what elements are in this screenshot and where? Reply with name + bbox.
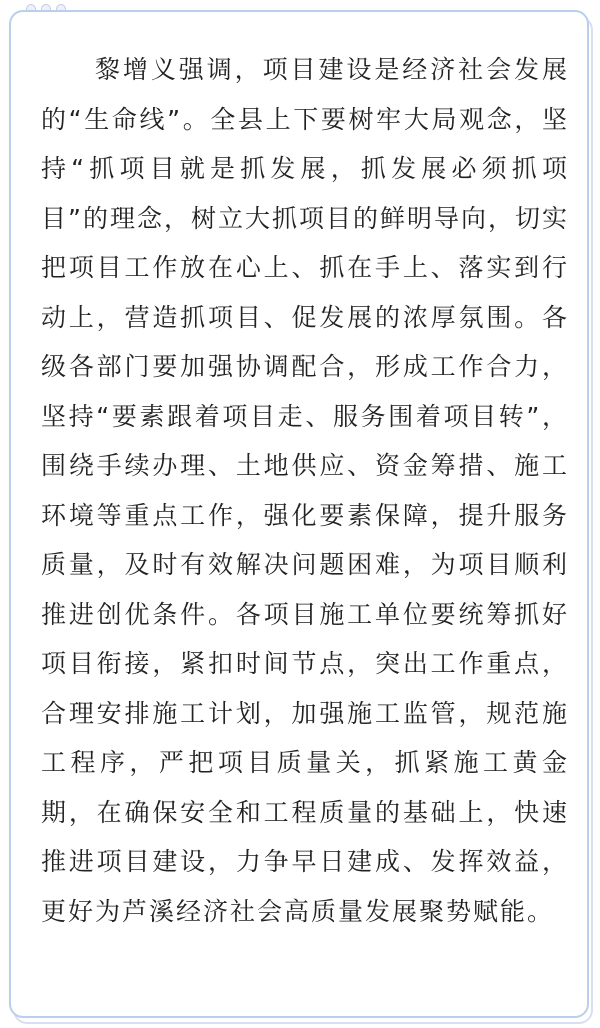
article-paragraph: 黎增义强调，项目建设是经济社会发展的“生命线”。全县上下要树牢大局观念，坚持“抓项目就是抓发展，抓发展必须抓项目”的理念，树立大抓项目的鲜明导向，切实把项目工作放在心上、抓在手上、落实到行动上，营造抓项目、促发展的浓厚氛围。各级各部门要加强协调配合，形成工作合力，坚持“要素跟着项目走、服务围着项目转”，围绕手续办理、土地供应、资金筹措、施工环境等重点工作，强化要素保障，提升服务质量，及时有效解决问题困难，为项目顺利推进创优条件。各项目施工单位要统筹抓好项目衔接，紧扣时间节点，突出工作重点，合理安排施工计划，加强施工监管，规范施工程序，严把项目质量关，抓紧施工黄金期，在确保安全和工程质量的基础上，快速推进项目建设，力争早日建成、发挥效益，更好为芦溪经济社会高质量发展聚势赋能。 xyxy=(41,55,569,926)
